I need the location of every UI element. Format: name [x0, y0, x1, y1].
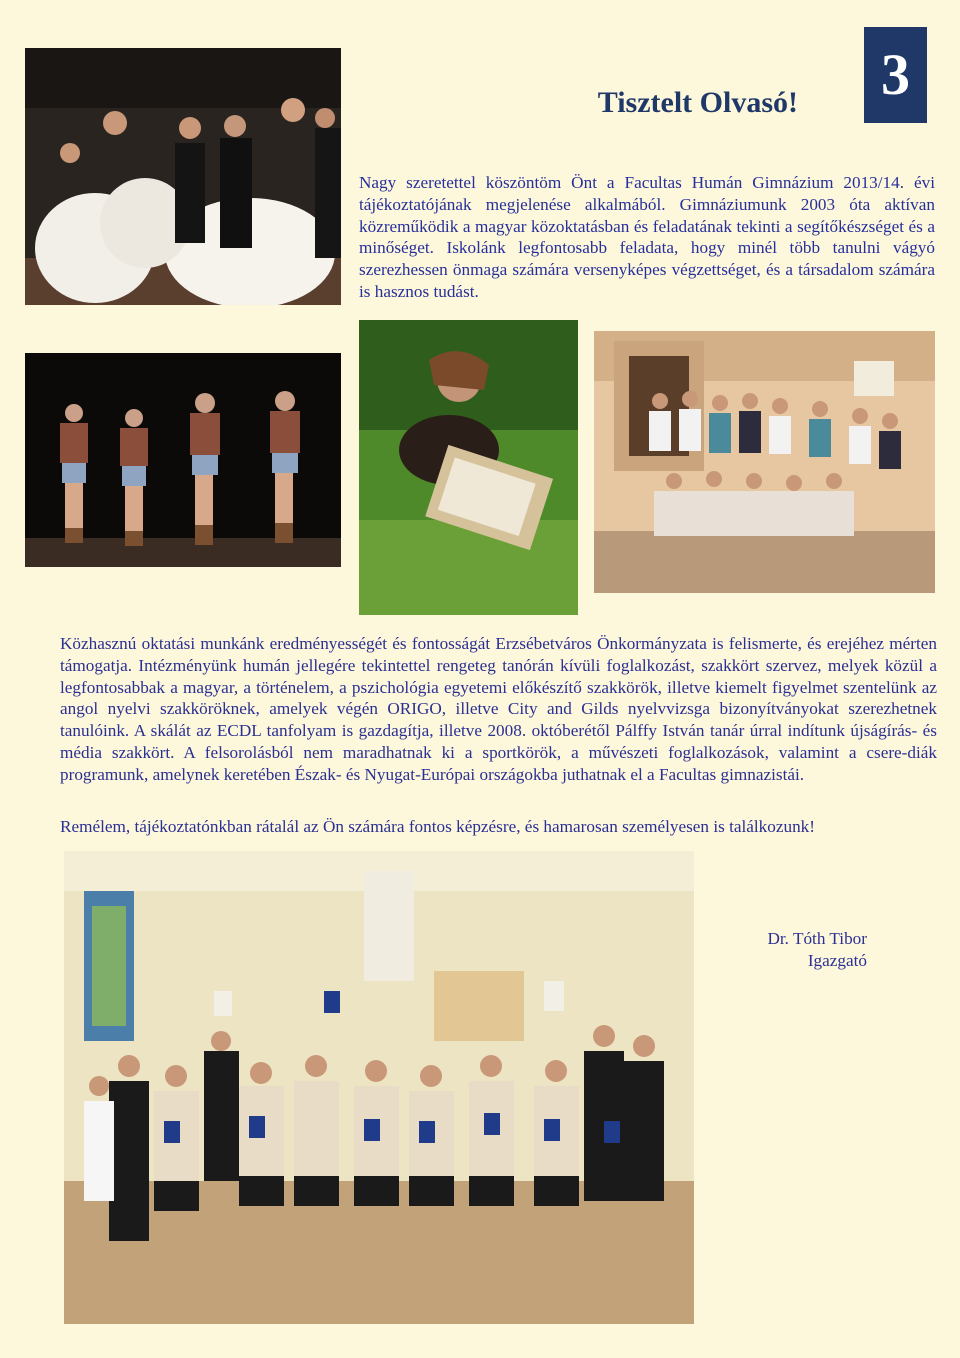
photo-student-group-steps — [594, 331, 935, 593]
closing-paragraph: Remélem, tájékoztatónkban rátalál az Ön számára fontos képzésre, és hamarosan személyesen is találkozunk! — [60, 817, 815, 836]
signature-block — [700, 928, 867, 972]
page-number: 3 — [881, 42, 910, 107]
intro-paragraph: Nagy szeretettel köszöntöm Önt a Facultas Humán Gimnázium 2013/14. évi tájékoztatójának megjelenése alkalmából. Gimnáziumunk 2003 óta aktívan közreműködik a magyar közoktatásban és feladatának tekinti a segítőkészséget és a minőséget. Iskolánk legfontosabb feladata, hogy minél több tanulni vágyó szerezhessen önmaga számára versenyképes végzettséget, és a társadalom számára is hasznos tudást. — [359, 173, 935, 301]
page-heading: Tisztelt Olvasó! — [597, 86, 798, 119]
photo-ball-dancers — [25, 48, 341, 305]
page-number-box — [864, 27, 927, 123]
photo-student-drawing — [359, 320, 578, 615]
main-paragraph: Közhasznú oktatási munkánk eredményességét és fontosságát Erzsébetváros Önkormányzata is felismerte, és erejéhez mérten támogatja. Intézményünk humán jellegére tekintettel rengeteg tanórán kívüli foglalkozást, szakkört szervez, melyek közül a legfontosabbak a magyar, a történelem, a pszichológia egyetemi előkészítő szakkörök, illetve kiemelt figyelmet szentelünk az angol nyelvi szakköröknek, amelyek végén ORIGO, illetve City and Gilds nyelvvizsga bizonyítványokat szerezhetnek tanulóink. A skálát az ECDL tanfolyam is gazdagítja, illetve 2008. októberétől Pálffy István tanár úrral indítunk újságírás- és média szakkört. A felsorolásból nem maradhatnak ki a sportkörök, a művészeti foglalkozások, valamint a csere-diák programunk, amelynek keretében Észak- és Nyugat-Európai országokba juthatnak el a Facultas gimnazistái. — [60, 634, 937, 784]
photo-dance-group — [25, 353, 341, 567]
signature-name: Dr. Tóth Tibor — [767, 929, 867, 948]
photo-graduation-group — [64, 851, 694, 1324]
signature-title: Igazgató — [807, 951, 867, 970]
